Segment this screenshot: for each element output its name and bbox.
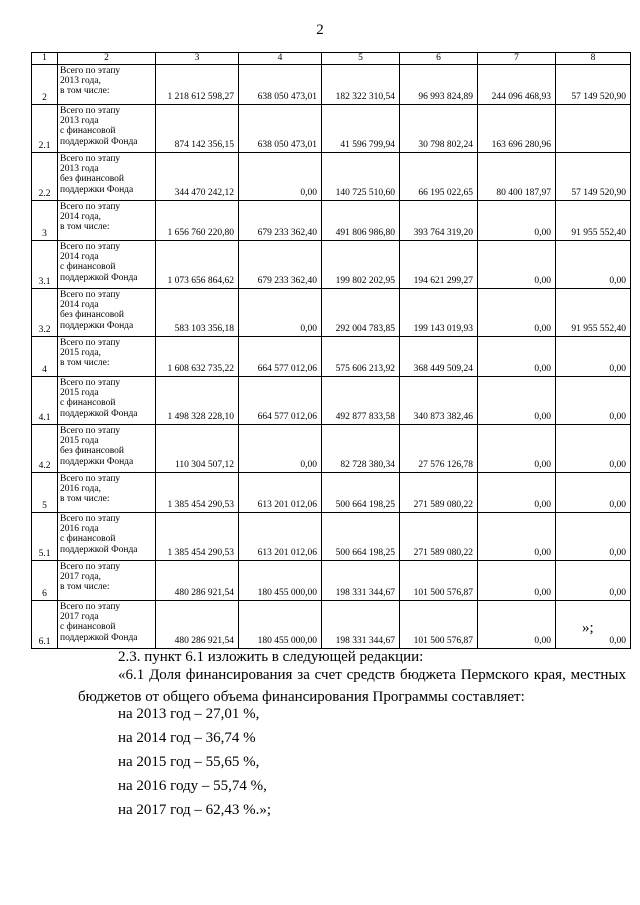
amount-cell: 368 449 509,24 xyxy=(400,337,478,377)
amount-cell: 198 331 344,67 xyxy=(322,601,400,649)
table-row xyxy=(32,65,631,105)
amount-cell xyxy=(556,105,631,153)
amount-cell: 393 764 319,20 xyxy=(400,201,478,241)
row-number: 5.1 xyxy=(32,513,58,561)
amount-cell: 0,00 xyxy=(478,561,556,601)
amount-cell: 613 201 012,06 xyxy=(239,473,322,513)
amount-cell: 27 576 126,78 xyxy=(400,425,478,473)
amount-cell: 66 195 022,65 xyxy=(400,153,478,201)
header-row xyxy=(32,53,631,65)
table-row xyxy=(32,473,631,513)
amount-cell: 500 664 198,25 xyxy=(322,473,400,513)
column-header: 6 xyxy=(400,53,478,65)
amount-cell: 638 050 473,01 xyxy=(239,65,322,105)
amount-cell: 292 004 783,85 xyxy=(322,289,400,337)
amount-cell: 638 050 473,01 xyxy=(239,105,322,153)
column-header: 5 xyxy=(322,53,400,65)
table-row xyxy=(32,289,631,337)
amount-cell: 679 233 362,40 xyxy=(239,241,322,289)
amount-cell: 0,00 xyxy=(478,241,556,289)
row-number: 6.1 xyxy=(32,601,58,649)
amount-cell: 0,00 xyxy=(239,153,322,201)
amount-cell: 1 073 656 864,62 xyxy=(156,241,239,289)
table-row xyxy=(32,513,631,561)
amount-cell: 110 304 507,12 xyxy=(156,425,239,473)
amount-cell: 101 500 576,87 xyxy=(400,601,478,649)
amount-cell: 194 621 299,27 xyxy=(400,241,478,289)
row-number: 5 xyxy=(32,473,58,513)
amount-cell: 0,00 xyxy=(556,513,631,561)
page-number: 2 xyxy=(316,22,324,38)
amount-cell: 182 322 310,54 xyxy=(322,65,400,105)
amount-cell: 664 577 012,06 xyxy=(239,337,322,377)
table-body xyxy=(32,53,631,649)
row-label: Всего по этапу 2015 года без финансовой поддержки Фонда xyxy=(58,425,156,473)
column-header: 8 xyxy=(556,53,631,65)
row-number: 3.1 xyxy=(32,241,58,289)
amount-cell: 0,00 xyxy=(478,377,556,425)
amount-cell: 271 589 080,22 xyxy=(400,473,478,513)
amount-cell: 0,00 xyxy=(478,473,556,513)
row-label: Всего по этапу 2014 года, в том числе: xyxy=(58,201,156,241)
amount-cell: 57 149 520,90 xyxy=(556,65,631,105)
amount-cell: 91 955 552,40 xyxy=(556,289,631,337)
amount-cell: 91 955 552,40 xyxy=(556,201,631,241)
amount-cell: 664 577 012,06 xyxy=(239,377,322,425)
column-header: 3 xyxy=(156,53,239,65)
row-label: Всего по этапу 2017 года, в том числе: xyxy=(58,561,156,601)
amount-cell: 82 728 380,34 xyxy=(322,425,400,473)
table-row xyxy=(32,425,631,473)
table-row xyxy=(32,561,631,601)
table-row xyxy=(32,153,631,201)
amount-cell: 480 286 921,54 xyxy=(156,601,239,649)
row-number: 4 xyxy=(32,337,58,377)
amount-cell: 480 286 921,54 xyxy=(156,561,239,601)
amount-cell: 41 596 799,94 xyxy=(322,105,400,153)
amount-cell: 1 385 454 290,53 xyxy=(156,513,239,561)
amount-cell: 679 233 362,40 xyxy=(239,201,322,241)
amount-cell: 57 149 520,90 xyxy=(556,153,631,201)
amount-cell: 874 142 356,15 xyxy=(156,105,239,153)
row-label: Всего по этапу 2013 года, в том числе: xyxy=(58,65,156,105)
amount-cell: 0,00 xyxy=(556,601,631,649)
column-header: 4 xyxy=(239,53,322,65)
row-label: Всего по этапу 2013 года с финансовой поддержкой Фонда xyxy=(58,105,156,153)
percentage-line: на 2017 год – 62,43 %.»; xyxy=(118,802,272,818)
amount-cell: 500 664 198,25 xyxy=(322,513,400,561)
amendment-quote: «6.1 Доля финансирования за счет средств бюджета Пермского края, местных бюджетов от общего объема финансирования Программы составляет: xyxy=(78,667,626,705)
amount-cell: 199 802 202,95 xyxy=(322,241,400,289)
amount-cell: 101 500 576,87 xyxy=(400,561,478,601)
amount-cell: 1 656 760 220,80 xyxy=(156,201,239,241)
row-label: Всего по этапу 2013 года без финансовой поддержки Фонда xyxy=(58,153,156,201)
row-label: Всего по этапу 2014 года без финансовой поддержки Фонда xyxy=(58,289,156,337)
table-row xyxy=(32,337,631,377)
percentage-line: на 2015 год – 55,65 %, xyxy=(118,754,260,770)
amount-cell: 492 877 833,58 xyxy=(322,377,400,425)
amount-cell: 271 589 080,22 xyxy=(400,513,478,561)
row-number: 4.2 xyxy=(32,425,58,473)
amount-cell: 244 096 468,93 xyxy=(478,65,556,105)
amount-cell: 0,00 xyxy=(556,473,631,513)
financing-table xyxy=(31,52,631,649)
amount-cell: 0,00 xyxy=(478,425,556,473)
amount-cell: 613 201 012,06 xyxy=(239,513,322,561)
amount-cell: 199 143 019,93 xyxy=(400,289,478,337)
amount-cell: 1 218 612 598,27 xyxy=(156,65,239,105)
amount-cell: 198 331 344,67 xyxy=(322,561,400,601)
amount-cell: 180 455 000,00 xyxy=(239,561,322,601)
amount-cell: 0,00 xyxy=(556,425,631,473)
row-label: Всего по этапу 2014 года с финансовой поддержкой Фонда xyxy=(58,241,156,289)
amount-cell: 575 606 213,92 xyxy=(322,337,400,377)
row-label: Всего по этапу 2015 года, в том числе: xyxy=(58,337,156,377)
percentage-line: на 2014 год – 36,74 % xyxy=(118,730,256,746)
amount-cell: 340 873 382,46 xyxy=(400,377,478,425)
amount-cell: 1 385 454 290,53 xyxy=(156,473,239,513)
table-row xyxy=(32,201,631,241)
amendment-item: 2.3. пункт 6.1 изложить в следующей редакции: xyxy=(118,649,424,665)
amount-cell: 30 798 802,24 xyxy=(400,105,478,153)
amount-cell: 163 696 280,96 xyxy=(478,105,556,153)
table-row xyxy=(32,105,631,153)
amount-cell: 491 806 986,80 xyxy=(322,201,400,241)
amount-cell: 1 608 632 735,22 xyxy=(156,337,239,377)
amount-cell: 180 455 000,00 xyxy=(239,601,322,649)
row-label: Всего по этапу 2015 года с финансовой поддержкой Фонда xyxy=(58,377,156,425)
amount-cell: 0,00 xyxy=(239,289,322,337)
table-row xyxy=(32,377,631,425)
amount-cell: 0,00 xyxy=(556,337,631,377)
row-label: Всего по этапу 2016 года, в том числе: xyxy=(58,473,156,513)
row-number: 6 xyxy=(32,561,58,601)
row-number: 2.1 xyxy=(32,105,58,153)
amount-cell: 0,00 xyxy=(556,377,631,425)
column-header: 2 xyxy=(58,53,156,65)
amount-cell: 0,00 xyxy=(478,289,556,337)
table-row xyxy=(32,241,631,289)
row-label: Всего по этапу 2016 года с финансовой поддержкой Фонда xyxy=(58,513,156,561)
amount-cell: 140 725 510,60 xyxy=(322,153,400,201)
row-label: Всего по этапу 2017 года с финансовой поддержкой Фонда xyxy=(58,601,156,649)
amount-cell: 0,00 xyxy=(478,337,556,377)
row-number: 4.1 xyxy=(32,377,58,425)
column-header: 1 xyxy=(32,53,58,65)
row-number: 2 xyxy=(32,65,58,105)
amount-cell: 0,00 xyxy=(478,201,556,241)
row-number: 3.2 xyxy=(32,289,58,337)
amount-cell: 80 400 187,97 xyxy=(478,153,556,201)
amount-cell: 1 498 328 228,10 xyxy=(156,377,239,425)
amount-cell: 96 993 824,89 xyxy=(400,65,478,105)
percentage-line: на 2016 году – 55,74 %, xyxy=(118,778,267,794)
closing-mark: »; xyxy=(582,620,594,636)
amount-cell: 0,00 xyxy=(556,561,631,601)
amount-cell: 0,00 xyxy=(478,513,556,561)
amount-cell: 344 470 242,12 xyxy=(156,153,239,201)
row-number: 3 xyxy=(32,201,58,241)
amount-cell: 0,00 xyxy=(239,425,322,473)
amount-cell: 0,00 xyxy=(556,241,631,289)
percentage-line: на 2013 год – 27,01 %, xyxy=(118,706,260,722)
row-number: 2.2 xyxy=(32,153,58,201)
amount-cell: 0,00 xyxy=(478,601,556,649)
table-row xyxy=(32,601,631,649)
column-header: 7 xyxy=(478,53,556,65)
amount-cell: 583 103 356,18 xyxy=(156,289,239,337)
